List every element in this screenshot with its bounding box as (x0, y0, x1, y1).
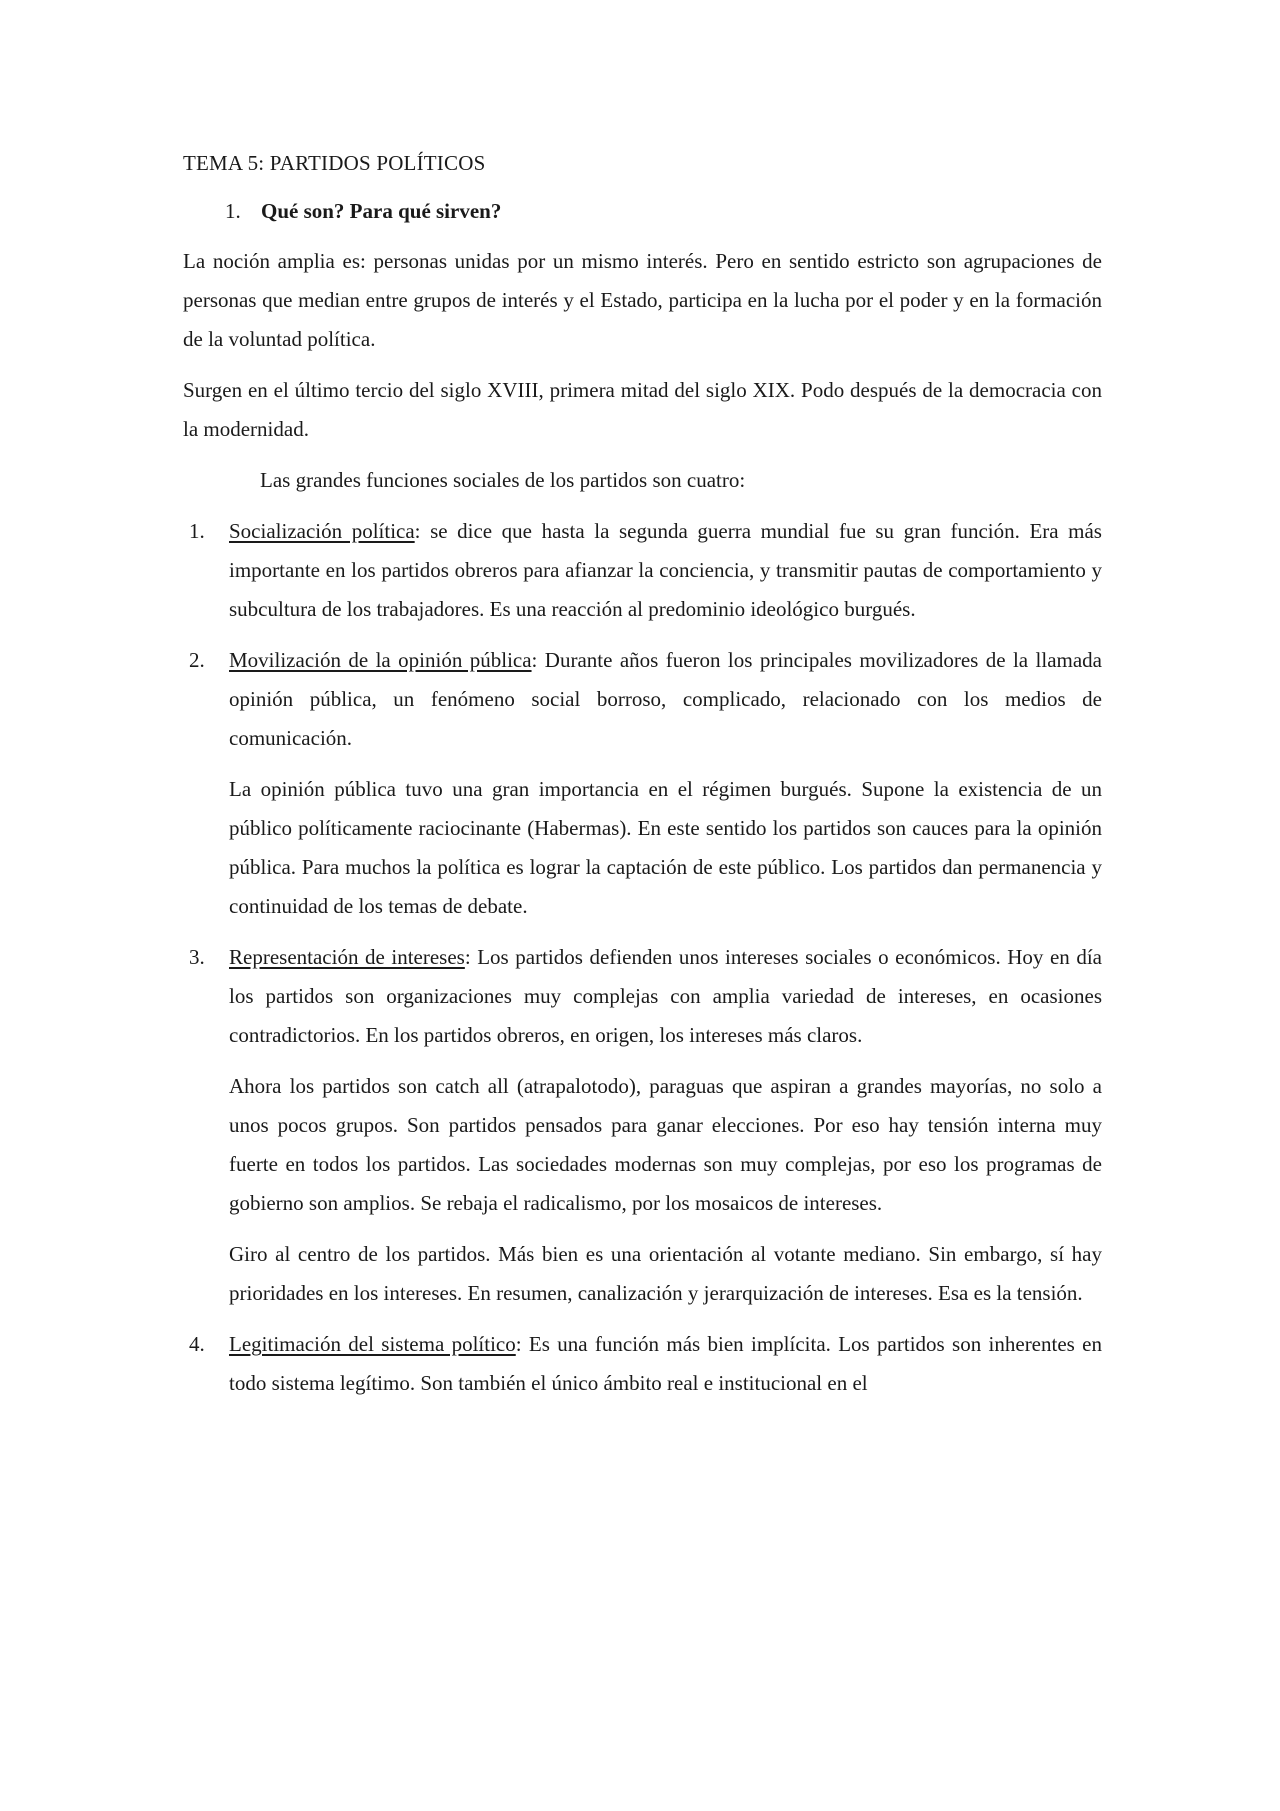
list-item-text (229, 512, 1102, 629)
list-item-number: 1. (189, 519, 205, 543)
list-item-extra-paragraph: Ahora los partidos son catch all (atrapalotodo), paraguas que aspiran a grandes mayorías, no solo a unos pocos grupos. Son partidos pensados para ganar elecciones. Por eso hay tensión interna muy fuerte en todos los partidos. Las sociedades modernas son muy complejas, por eso los programas de gobierno son amplios. Se rebaja el radicalismo, por los mosaicos de intereses. (229, 1074, 1102, 1215)
list-item-text (229, 641, 1102, 758)
function-label: Legitimación del sistema político (229, 1332, 516, 1356)
function-label: Representación de intereses (229, 945, 465, 969)
function-label: Movilización de la opinión pública (229, 648, 532, 672)
function-description: : Los partidos defienden unos intereses sociales o económicos. Hoy en día los partidos son organizaciones muy complejas con amplia variedad de intereses, en ocasiones contradictorios. En los partidos obreros, en origen, los intereses más claros. (229, 945, 1102, 1047)
list-item-text (229, 1325, 1102, 1403)
functions-intro: Las grandes funciones sociales de los partidos son cuatro: (260, 468, 746, 492)
section-number: 1. (225, 199, 241, 223)
section-heading (183, 196, 1102, 226)
document-title: TEMA 5: PARTIDOS POLÍTICOS (183, 151, 486, 175)
function-label: Socialización política (229, 519, 415, 543)
list-item (183, 1325, 1102, 1403)
list-item (183, 938, 1102, 1313)
function-description: : Es una función más bien implícita. Los partidos son inherentes en todo sistema legítimo. Son también el único ámbito real e institucional en el (229, 1332, 1102, 1395)
list-item (183, 641, 1102, 926)
functions-list (183, 512, 1102, 1403)
list-item-extra-paragraph: La opinión pública tuvo una gran importancia en el régimen burgués. Supone la existencia de un público políticamente raciocinante (Habermas). En este sentido los partidos son cauces para la opinión pública. Para muchos la política es lograr la captación de este público. Los partidos dan permanencia y continuidad de los temas de debate. (229, 777, 1102, 918)
list-item-extra-paragraph: Giro al centro de los partidos. Más bien es una orientación al votante mediano. Sin embargo, sí hay prioridades en los intereses. En resumen, canalización y jerarquización de intereses. Esa es la tensión. (229, 1242, 1102, 1305)
list-item-number: 3. (189, 945, 205, 969)
function-description: : se dice que hasta la segunda guerra mundial fue su gran función. Era más importante en los partidos obreros para afianzar la conciencia, y transmitir pautas de comportamiento y subcultura de los trabajadores. Es una reacción al predominio ideológico burgués. (229, 519, 1102, 621)
function-description: : Durante años fueron los principales movilizadores de la llamada opinión pública, un fenómeno social borroso, complicado, relacionado con los medios de comunicación. (229, 648, 1102, 750)
list-item-number: 2. (189, 648, 205, 672)
list-item (183, 512, 1102, 629)
intro-paragraph-2: Surgen en el último tercio del siglo XVIII, primera mitad del siglo XIX. Podo después de la democracia con la modernidad. (183, 378, 1102, 441)
intro-paragraph-1: La noción amplia es: personas unidas por un mismo interés. Pero en sentido estricto son agrupaciones de personas que median entre grupos de interés y el Estado, participa en la lucha por el poder y en la formación de la voluntad política. (183, 249, 1102, 351)
list-item-number: 4. (189, 1332, 205, 1356)
list-item-text (229, 938, 1102, 1055)
section-heading-text: Qué son? Para qué sirven? (261, 199, 502, 223)
